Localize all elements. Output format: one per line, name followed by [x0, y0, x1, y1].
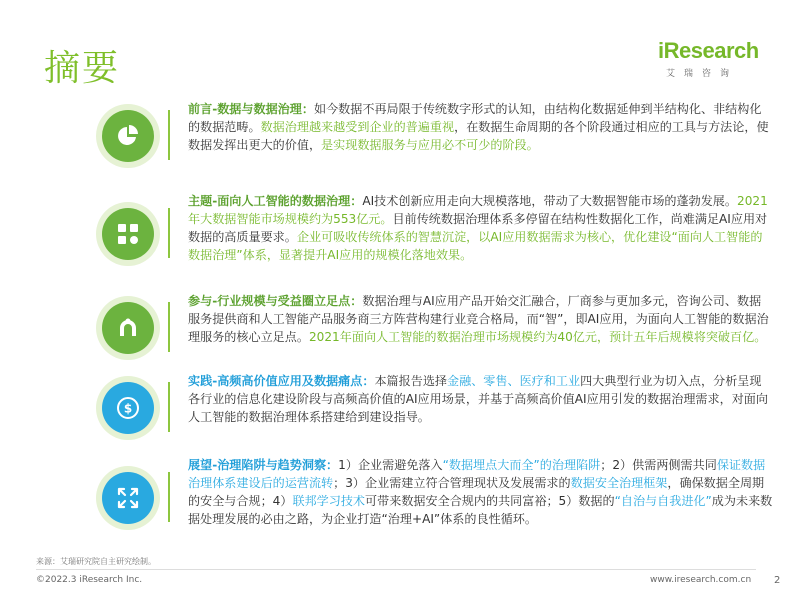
expand-arrows-icon [102, 472, 154, 524]
text-segment: 本篇报告选择 [374, 374, 448, 388]
icon-ring [96, 104, 160, 168]
divider-bar [168, 302, 170, 352]
iresearch-logo [658, 38, 758, 79]
section-text [188, 192, 773, 264]
highlight-segment: 是实现数据服务与应用必不可少的阶段。 [321, 138, 539, 152]
source-note: 来源：艾瑞研究院自主研究绘制。 [36, 557, 156, 566]
svg-text:$: $ [123, 401, 133, 416]
divider-bar [168, 472, 170, 522]
section-text [188, 292, 773, 346]
highlight-segment: 联邦学习技术 [292, 494, 366, 508]
text-segment: 四大典型行业为切入点，分析呈现各行业的信息化建设阶段与高频高价值的AI应用场景，并基于高频高价值AI应用引发的数据治理需求，对面向人工智能的数据治理体系搭建给到建设指导。 [188, 374, 768, 424]
handshake-icon [102, 302, 154, 354]
highlight-segment: 2021年面向人工智能的数据治理市场规模约为40亿元，预计五年后规模将突破百亿。 [308, 330, 767, 344]
text-segment: ，确保数据全周期的安全与合规；4） [188, 476, 765, 508]
text-segment: AI技术创新应用走向大规模落地，带动了大数据智能市场的蓬勃发展。 [362, 194, 737, 208]
dollar-coin-icon [102, 382, 154, 434]
section-title: 实践-高频高价值应用及数据痛点： [188, 374, 375, 388]
text-segment: 成为未来数据处理发展的必由之路，为企业打造“治理+AI”体系的良性循环。 [188, 494, 773, 526]
text-segment: 可带来数据安全合规内的共同富裕；5）数据的 [365, 494, 615, 508]
highlight-segment: 数据安全治理框架 [570, 476, 668, 490]
highlight-segment: 2021年大数据智能市场规模约为553亿元。 [188, 194, 768, 226]
divider-bar [168, 110, 170, 160]
footer-divider [36, 569, 756, 570]
highlight-segment: “自治与自我进化” [614, 494, 712, 508]
text-segment: ，在数据生命周期的各个阶段通过相应的工具与方法论，使数据发挥出更大的价值， [188, 120, 769, 152]
logo-chinese: 艾瑞咨询 [666, 69, 739, 79]
section-title: 主题-面向人工智能的数据治理： [188, 194, 363, 208]
page-number: 2 [774, 575, 781, 586]
highlight-segment: 企业可吸收传统体系的智慧沉淀，以AI应用数据需求为核心，优化建设“面向人工智能的数据治理”体系，显著提升AI应用的规模化落地效果。 [188, 230, 763, 262]
icon-ring [96, 296, 160, 360]
section-text [188, 456, 773, 528]
icon-ring [96, 202, 160, 266]
copyright: ©2022.3 iResearch Inc. [36, 575, 143, 585]
divider-bar [168, 208, 170, 258]
logo-wordmark: iResearch [658, 38, 759, 63]
text-segment: 数据治理与AI应用产品开始交汇融合，厂商参与更加多元，咨询公司、数据服务提供商和人工智能产品服务商三方阵营构建行业竞合格局，而“智”，即AI应用，为面向人工智能的数据治理服务的核心立足点。 [188, 294, 769, 344]
highlight-segment: 保证数据治理体系建设后的运营流转 [188, 458, 766, 490]
highlight-segment: “数据埋点大而全”的治理陷阱 [442, 458, 601, 472]
grid-app-icon [102, 208, 154, 260]
footer-url: www.iresearch.com.cn [650, 575, 752, 585]
text-segment: ；3）企业需建立符合管理现状及发展需求的 [333, 476, 571, 490]
section-title: 展望-治理陷阱与趋势洞察： [188, 458, 339, 472]
text-segment: 如今数据不再局限于传统数字形式的认知，由结构化数据延伸到半结构化、非结构化的数据范畴。 [188, 102, 762, 134]
highlight-segment: 数据治理越来越受到企业的普遍重视 [260, 120, 455, 134]
section-text [188, 372, 773, 426]
section-title: 参与-行业规模与受益圈立足点： [188, 294, 363, 308]
text-segment: 目前传统数据治理体系多停留在结构性数据化工作，尚难满足AI应用对数据的高质量要求。 [188, 212, 768, 244]
section-title: 前言-数据与数据治理： [188, 102, 314, 116]
section-text [188, 100, 773, 154]
icon-ring [96, 376, 160, 440]
text-segment: ；2）供需两侧需共同 [600, 458, 717, 472]
pie-chart-icon [102, 110, 154, 162]
text-segment: 1）企业需避免落入 [338, 458, 443, 472]
highlight-segment: 金融、零售、医疗和工业 [447, 374, 581, 388]
icon-ring [96, 466, 160, 530]
page-title: 摘要 [44, 48, 121, 89]
divider-bar [168, 382, 170, 432]
